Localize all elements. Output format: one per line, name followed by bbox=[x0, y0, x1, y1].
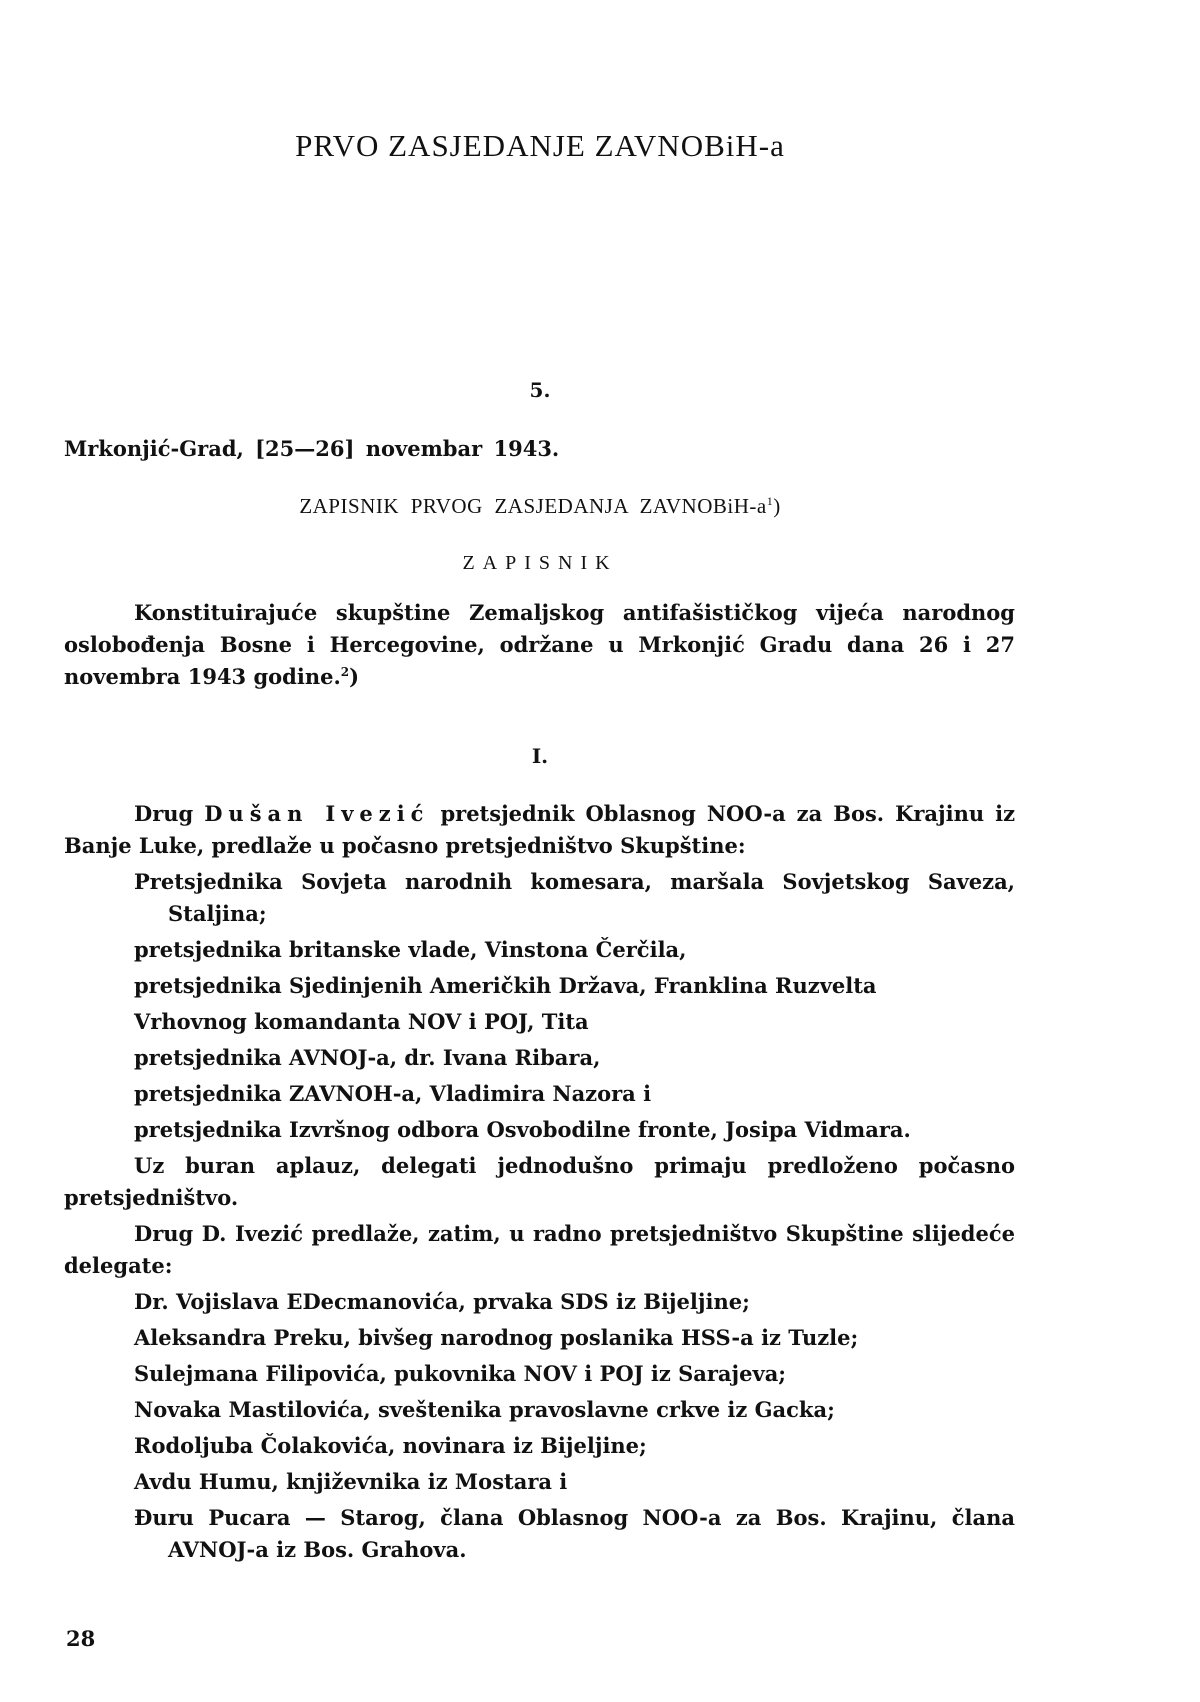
honorary-presidency-list bbox=[64, 866, 1015, 1146]
paragraph-prefix: Drug bbox=[134, 801, 194, 826]
document-subheading: ZAPISNIK bbox=[462, 552, 618, 574]
paragraph-applause: Uz buran aplauz, delegati jednodušno primaju predloženo počasno pretsjedništvo. bbox=[64, 1153, 1015, 1210]
list-item: pretsjednika Sjedinjenih Američkih Država, Franklina Ruzvelta bbox=[134, 973, 877, 998]
list-item: Novaka Mastilovića, sveštenika pravoslavne crkve iz Gacka; bbox=[134, 1397, 835, 1422]
list-item: Vrhovnog komandanta NOV i POJ, Tita bbox=[134, 1009, 589, 1034]
working-presidency-list bbox=[64, 1286, 1015, 1566]
speaker-name: Dušan Ivezić bbox=[204, 801, 430, 826]
body-text bbox=[64, 798, 1015, 1570]
paragraph-honorary-proposal bbox=[64, 798, 1015, 862]
footnote-ref-1: 1 bbox=[766, 494, 774, 508]
list-item: pretsjednika Izvršnog odbora Osvobodilne fronte, Josipa Vidmara. bbox=[134, 1117, 911, 1142]
list-item: Dr. Vojislava EDecmanovića, prvaka SDS iz Bijeljine; bbox=[134, 1289, 750, 1314]
list-item: Avdu Humu, književnika iz Mostara i bbox=[134, 1469, 568, 1494]
paragraph-working-proposal: Drug D. Ivezić predlaže, zatim, u radno pretsjedništvo Skupštine slijedeće delegate: bbox=[64, 1221, 1015, 1278]
list-item: pretsjednika AVNOJ-a, dr. Ivana Ribara, bbox=[134, 1045, 601, 1070]
intro-text: Konstituirajuće skupštine Zemaljskog antifašističkog vijeća narodnog oslobođenja Bosne i Hercegovine, održane u Mrkonjić Gradu dana 26 i 27 novembra 1943 godine. bbox=[64, 600, 1015, 689]
place-date: Mrkonjić-Grad, [25—26] novembar 1943. bbox=[64, 436, 560, 461]
paragraph-rest: pretsjednik Oblasnog NOO-a za Bos. Krajinu iz Banje Luke, predlaže u počasno pretsjedništvo Skupštine: bbox=[64, 801, 1015, 858]
list-item: Đuru Pucara — Starog, člana Oblasnog NOO-a za Bos. Krajinu, člana AVNOJ-a iz Bos. Grahova. bbox=[134, 1505, 1015, 1562]
list-item: pretsjednika ZAVNOH-a, Vladimira Nazora i bbox=[134, 1081, 652, 1106]
document-number: 5. bbox=[529, 378, 551, 402]
footnote-ref-2: 2 bbox=[340, 665, 350, 679]
document-heading-closing: ) bbox=[773, 494, 781, 518]
document-heading bbox=[0, 494, 1080, 519]
list-item: Aleksandra Preku, bivšeg narodnog poslanika HSS-a iz Tuzle; bbox=[134, 1325, 859, 1350]
list-item: Pretsjednika Sovjeta narodnih komesara, maršala Sovjetskog Saveza, Staljina; bbox=[134, 869, 1015, 926]
list-item: Sulejmana Filipovića, pukovnika NOV i POJ iz Sarajeva; bbox=[134, 1361, 787, 1386]
section-number: I. bbox=[531, 744, 549, 768]
page-number: 28 bbox=[66, 1626, 96, 1651]
intro-closing: ) bbox=[349, 664, 360, 689]
document-heading-text: ZAPISNIK PRVOG ZASJEDANJA ZAVNOBiH-a bbox=[299, 494, 767, 518]
intro-paragraph bbox=[64, 597, 1015, 693]
list-item: Rodoljuba Čolakovića, novinara iz Bijeljine; bbox=[134, 1433, 647, 1458]
running-title: PRVO ZASJEDANJE ZAVNOBiH-a bbox=[295, 128, 785, 163]
list-item: pretsjednika britanske vlade, Vinstona Čerčila, bbox=[134, 937, 687, 962]
